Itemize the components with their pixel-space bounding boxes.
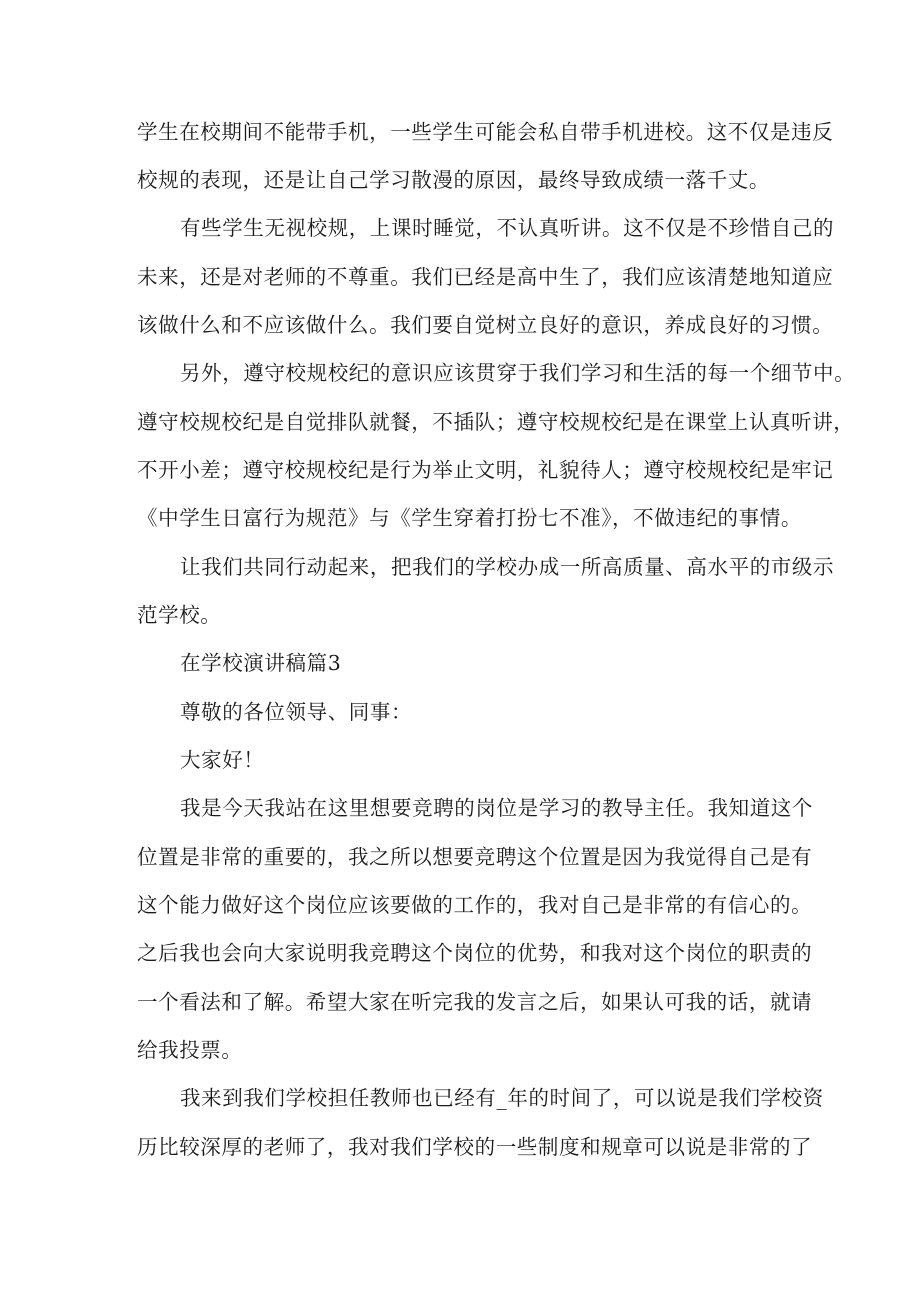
paragraph-line: 不开小差；遵守校规校纪是行为举止文明，礼貌待人；遵守校规校纪是牢记: [137, 458, 834, 482]
paragraph-line: 有些学生无视校规，上课时睡觉，不认真听讲。这不仅是不珍惜自己的: [180, 216, 835, 240]
greeting: 大家好！: [180, 748, 265, 772]
paragraph-line: 我是今天我站在这里想要竞聘的岗位是学习的教导主任。我知道这个: [180, 796, 813, 820]
section-heading: 在学校演讲稿篇3: [180, 651, 342, 675]
paragraph-line: 《中学生日富行为规范》与《学生穿着打扮七不准》，不做违纪的事情。: [137, 506, 802, 530]
paragraph-line: 校规的表现，还是让自己学习散漫的原因，最终导致成绩一落千丈。: [137, 168, 770, 192]
paragraph-line: 另外，遵守校规校纪的意识应该贯穿于我们学习和生活的每一个细节中。: [180, 361, 856, 385]
paragraph-line: 我来到我们学校担任教师也已经有_年的时间了，可以说是我们学校资: [180, 1086, 824, 1110]
paragraph-line: 让我们共同行动起来，把我们的学校办成一所高质量、高水平的市级示: [180, 555, 835, 579]
salutation: 尊敬的各位领导、同事：: [180, 700, 413, 724]
paragraph-line: 遵守校规校纪是自觉排队就餐，不插队；遵守校规校纪是在课堂上认真听讲，: [137, 410, 855, 434]
paragraph-line: 给我投票。: [137, 1038, 243, 1062]
paragraph-line: 位置是非常的重要的，我之所以想要竞聘这个位置是因为我觉得自己是有: [137, 845, 813, 869]
paragraph-line: 这个能力做好这个岗位应该要做的工作的，我对自己是非常的有信心的。: [137, 893, 813, 917]
paragraph-line: 该做什么和不应该做什么。我们要自觉树立良好的意识，养成良好的习惯。: [137, 313, 834, 337]
paragraph-line: 历比较深厚的老师了，我对我们学校的一些制度和规章可以说是非常的了: [137, 1135, 813, 1159]
paragraph-line: 之后我也会向大家说明我竞聘这个岗位的优势，和我对这个岗位的职责的: [137, 941, 813, 965]
paragraph-line: 未来，还是对老师的不尊重。我们已经是高中生了，我们应该清楚地知道应: [137, 265, 834, 289]
paragraph-line: 范学校。: [137, 603, 222, 627]
paragraph-line: 一个看法和了解。希望大家在听完我的发言之后，如果认可我的话，就请: [137, 990, 813, 1014]
paragraph-line: 学生在校期间不能带手机，一些学生可能会私自带手机进校。这不仅是违反: [137, 120, 834, 144]
